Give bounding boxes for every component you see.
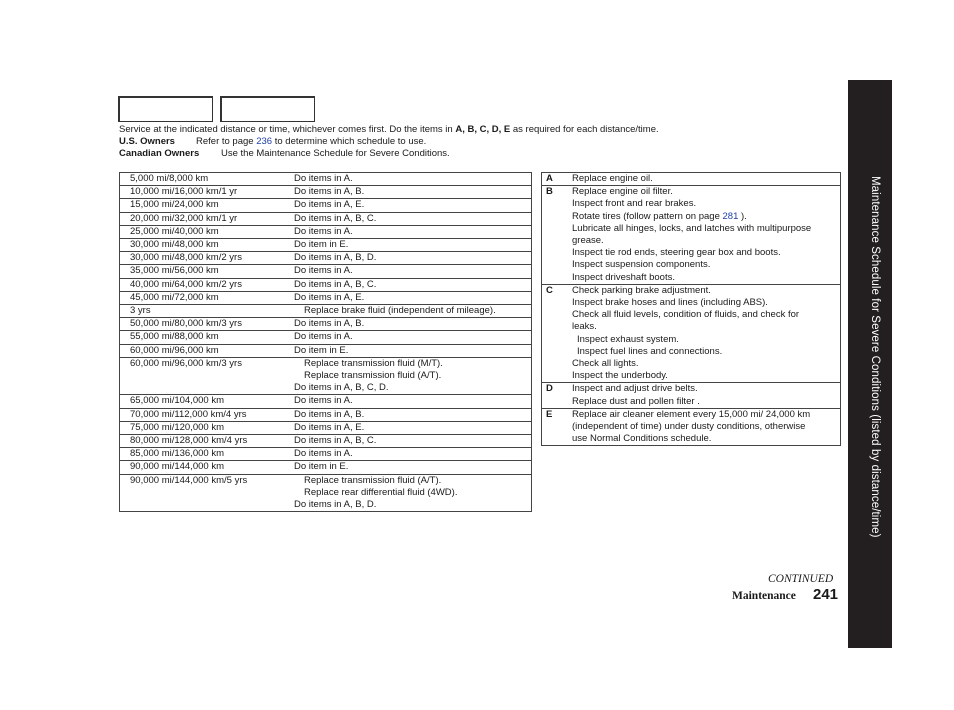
schedule-service	[294, 345, 531, 357]
legend-items	[572, 285, 840, 383]
legend-item-text: Replace dust and pollen filter .	[572, 395, 700, 407]
legend-item-text: Inspect suspension components.	[572, 259, 711, 271]
schedule-service	[294, 279, 531, 291]
schedule-service	[294, 265, 531, 277]
service-line: Do items in A, B, C, D.	[294, 382, 389, 394]
legend-items	[572, 173, 840, 185]
legend-item	[572, 370, 820, 382]
legend-item-text: Inspect exhaust system.	[577, 333, 679, 345]
schedule-row	[120, 318, 531, 331]
legend-item-text: Inspect front and rear brakes.	[572, 198, 697, 210]
page-236-link[interactable]: 236	[256, 136, 273, 147]
legend-item-text-after: ).	[738, 210, 747, 222]
canadian-owners-label: Canadian Owners	[119, 148, 200, 159]
schedule-service	[294, 199, 531, 211]
page-281-link[interactable]: 281	[722, 210, 739, 222]
legend-item	[572, 409, 820, 446]
legend-item	[572, 383, 820, 395]
schedule-service	[294, 331, 531, 343]
legend-row-d	[542, 383, 840, 408]
schedule-row	[120, 435, 531, 448]
schedule-row	[120, 395, 531, 408]
legend-item	[572, 309, 820, 333]
header-tab-box-right	[220, 96, 315, 122]
schedule-interval: 25,000 mi/40,000 km	[130, 225, 219, 237]
footer-section-name: Maintenance	[732, 590, 796, 602]
service-line: Do items in A.	[294, 448, 353, 460]
schedule-row	[120, 186, 531, 199]
schedule-service	[294, 173, 531, 185]
service-line: Do items in A, E.	[294, 421, 365, 433]
schedule-interval: 60,000 mi/96,000 km/3 yrs	[130, 357, 242, 369]
legend-item-text: Lubricate all hinges, locks, and latches with multipurpose grease.	[572, 222, 812, 247]
page-number: 241	[813, 586, 839, 603]
service-line: Do items in A, B.	[294, 318, 365, 330]
service-line: Replace brake fluid (independent of mileage).	[304, 305, 496, 317]
service-line: Do items in A, B, C.	[294, 212, 377, 224]
schedule-interval: 5,000 mi/8,000 km	[130, 173, 209, 184]
service-line: Replace transmission fluid (A/T).	[304, 370, 442, 382]
legend-item-text: Inspect tie rod ends, steering gear box and boots.	[572, 247, 781, 259]
us-owners-note	[119, 136, 426, 148]
schedule-interval: 85,000 mi/136,000 km	[130, 448, 225, 460]
schedule-interval: 40,000 mi/64,000 km/2 yrs	[130, 278, 242, 290]
legend-item-text: Inspect brake hoses and lines (including ABS).	[572, 297, 768, 309]
legend-item	[572, 211, 820, 223]
service-line: Replace rear differential fluid (4WD).	[304, 486, 458, 498]
schedule-row	[120, 475, 531, 513]
legend-key: B	[546, 186, 553, 198]
legend-item-text: Inspect the underbody.	[572, 370, 668, 382]
legend-item	[572, 259, 820, 271]
canadian-owners-note	[119, 148, 450, 160]
schedule-service	[294, 409, 531, 421]
service-line: Do items in A.	[294, 173, 353, 184]
schedule-row	[120, 358, 531, 396]
legend-item-text: Replace air cleaner element every 15,000 mi/ 24,000 km (independent of time) under dusty conditions, otherwise use Normal Conditions schedule.	[572, 408, 811, 445]
legend-item	[572, 173, 820, 185]
schedule-service	[294, 239, 531, 251]
schedule-interval: 80,000 mi/128,000 km/4 yrs	[130, 435, 248, 447]
schedule-service	[294, 435, 531, 447]
legend-item-text: Check parking brake adjustment.	[572, 284, 711, 296]
schedule-service	[294, 252, 531, 264]
legend-item	[572, 346, 820, 358]
service-line: Do item in E.	[294, 344, 349, 356]
legend-item-text: Check all fluid levels, condition of fluids, and check for leaks.	[572, 309, 800, 333]
service-line: Do items in A, B.	[294, 186, 365, 198]
schedule-interval: 65,000 mi/104,000 km	[130, 395, 225, 407]
intro-items-bold: A, B, C, D, E	[455, 124, 511, 135]
service-line: Do items in A, E.	[294, 199, 365, 211]
us-owners-label: U.S. Owners	[119, 136, 175, 147]
schedule-service	[294, 305, 531, 317]
legend-items	[572, 186, 840, 284]
schedule-row	[120, 422, 531, 435]
schedule-row	[120, 409, 531, 422]
service-line: Do items in A.	[294, 331, 353, 343]
service-line: Do items in A, B, D.	[294, 499, 377, 511]
intro-text-pre: Service at the indicated distance or time, whichever comes first. Do the items in	[119, 124, 456, 135]
schedule-service	[294, 395, 531, 407]
schedule-interval: 30,000 mi/48,000 km	[130, 239, 219, 251]
schedule-row	[120, 226, 531, 239]
schedule-interval: 60,000 mi/96,000 km	[130, 344, 219, 356]
schedule-table	[119, 172, 532, 512]
service-line: Do items in A, B, C.	[294, 435, 377, 447]
legend-item	[572, 334, 820, 346]
legend-row-b	[542, 186, 840, 285]
schedule-service	[294, 186, 531, 198]
legend-item	[572, 198, 820, 210]
schedule-interval: 45,000 mi/72,000 km	[130, 291, 219, 303]
service-line: Do items in A.	[294, 265, 353, 277]
service-line: Do items in A, E.	[294, 291, 365, 303]
service-line: Replace transmission fluid (A/T).	[304, 474, 442, 486]
schedule-row	[120, 173, 531, 186]
service-line: Do item in E.	[294, 461, 349, 473]
schedule-row	[120, 279, 531, 292]
schedule-interval: 3 yrs	[130, 305, 151, 317]
schedule-service	[294, 292, 531, 304]
legend-key: D	[546, 383, 553, 395]
intro-instruction	[119, 124, 659, 136]
schedule-interval: 50,000 mi/80,000 km/3 yrs	[130, 318, 242, 330]
service-line: Do item in E.	[294, 239, 349, 251]
legend-item-text: Inspect fuel lines and connections.	[577, 345, 723, 357]
header-tab-box-left	[118, 96, 213, 122]
legend-item	[572, 247, 820, 259]
schedule-row	[120, 252, 531, 265]
schedule-interval: 90,000 mi/144,000 km	[130, 461, 225, 473]
schedule-row	[120, 461, 531, 474]
legend-row-a	[542, 173, 840, 186]
legend-item	[572, 297, 820, 309]
legend-item	[572, 272, 820, 284]
legend-row-c	[542, 285, 840, 384]
legend-item-text: Rotate tires (follow pattern on page	[572, 210, 723, 222]
side-tab-title: Maintenance Schedule for Severe Conditions (listed by distance/time)	[869, 176, 881, 538]
service-line: Do items in A.	[294, 225, 353, 237]
us-owners-text-pre: Refer to page	[196, 136, 257, 147]
schedule-service	[294, 422, 531, 434]
legend-item	[572, 223, 820, 247]
schedule-service	[294, 318, 531, 330]
legend-item	[572, 396, 820, 408]
schedule-interval: 35,000 mi/56,000 km	[130, 265, 219, 277]
schedule-interval: 20,000 mi/32,000 km/1 yr	[130, 212, 238, 224]
schedule-row	[120, 239, 531, 252]
schedule-service	[294, 461, 531, 473]
legend-key: E	[546, 408, 553, 420]
intro-text-post: as required for each distance/time.	[510, 124, 659, 135]
service-line: Do items in A, B.	[294, 408, 365, 420]
legend-row-e	[542, 409, 840, 447]
schedule-service	[294, 358, 531, 395]
schedule-service	[294, 475, 531, 512]
legend-item	[572, 186, 820, 198]
schedule-service	[294, 448, 531, 460]
schedule-interval: 75,000 mi/120,000 km	[130, 421, 225, 433]
service-line: Do items in A.	[294, 395, 353, 407]
legend-item-text: Inspect driveshaft boots.	[572, 271, 675, 283]
schedule-interval: 55,000 mi/88,000 km	[130, 331, 219, 343]
service-line: Do items in A, B, D.	[294, 252, 377, 264]
schedule-row	[120, 331, 531, 344]
schedule-interval: 10,000 mi/16,000 km/1 yr	[130, 186, 238, 198]
schedule-interval: 15,000 mi/24,000 km	[130, 199, 219, 211]
schedule-row	[120, 448, 531, 461]
schedule-row	[120, 265, 531, 278]
schedule-row	[120, 213, 531, 226]
schedule-row	[120, 199, 531, 212]
schedule-interval: 30,000 mi/48,000 km/2 yrs	[130, 252, 242, 264]
legend-key: A	[546, 173, 553, 184]
schedule-service	[294, 226, 531, 238]
legend-item	[572, 358, 820, 370]
legend-table	[541, 172, 841, 446]
legend-item-text: Replace engine oil filter.	[572, 186, 673, 198]
legend-item-text: Inspect and adjust drive belts.	[572, 383, 698, 395]
service-line: Replace transmission fluid (M/T).	[304, 357, 443, 369]
schedule-row	[120, 345, 531, 358]
schedule-interval: 70,000 mi/112,000 km/4 yrs	[130, 408, 247, 420]
schedule-row	[120, 305, 531, 318]
legend-items	[572, 383, 840, 407]
legend-item-text: Check all lights.	[572, 358, 639, 370]
service-line: Do items in A, B, C.	[294, 278, 377, 290]
legend-item-text: Replace engine oil.	[572, 173, 653, 184]
schedule-row	[120, 292, 531, 305]
us-owners-text-post: to determine which schedule to use.	[272, 136, 427, 147]
schedule-interval: 90,000 mi/144,000 km/5 yrs	[130, 474, 248, 486]
legend-item	[572, 285, 820, 297]
schedule-service	[294, 213, 531, 225]
legend-items	[572, 409, 840, 446]
canadian-owners-text: Use the Maintenance Schedule for Severe Conditions.	[221, 148, 450, 159]
continued-label: CONTINUED	[768, 573, 834, 585]
legend-key: C	[546, 284, 553, 296]
